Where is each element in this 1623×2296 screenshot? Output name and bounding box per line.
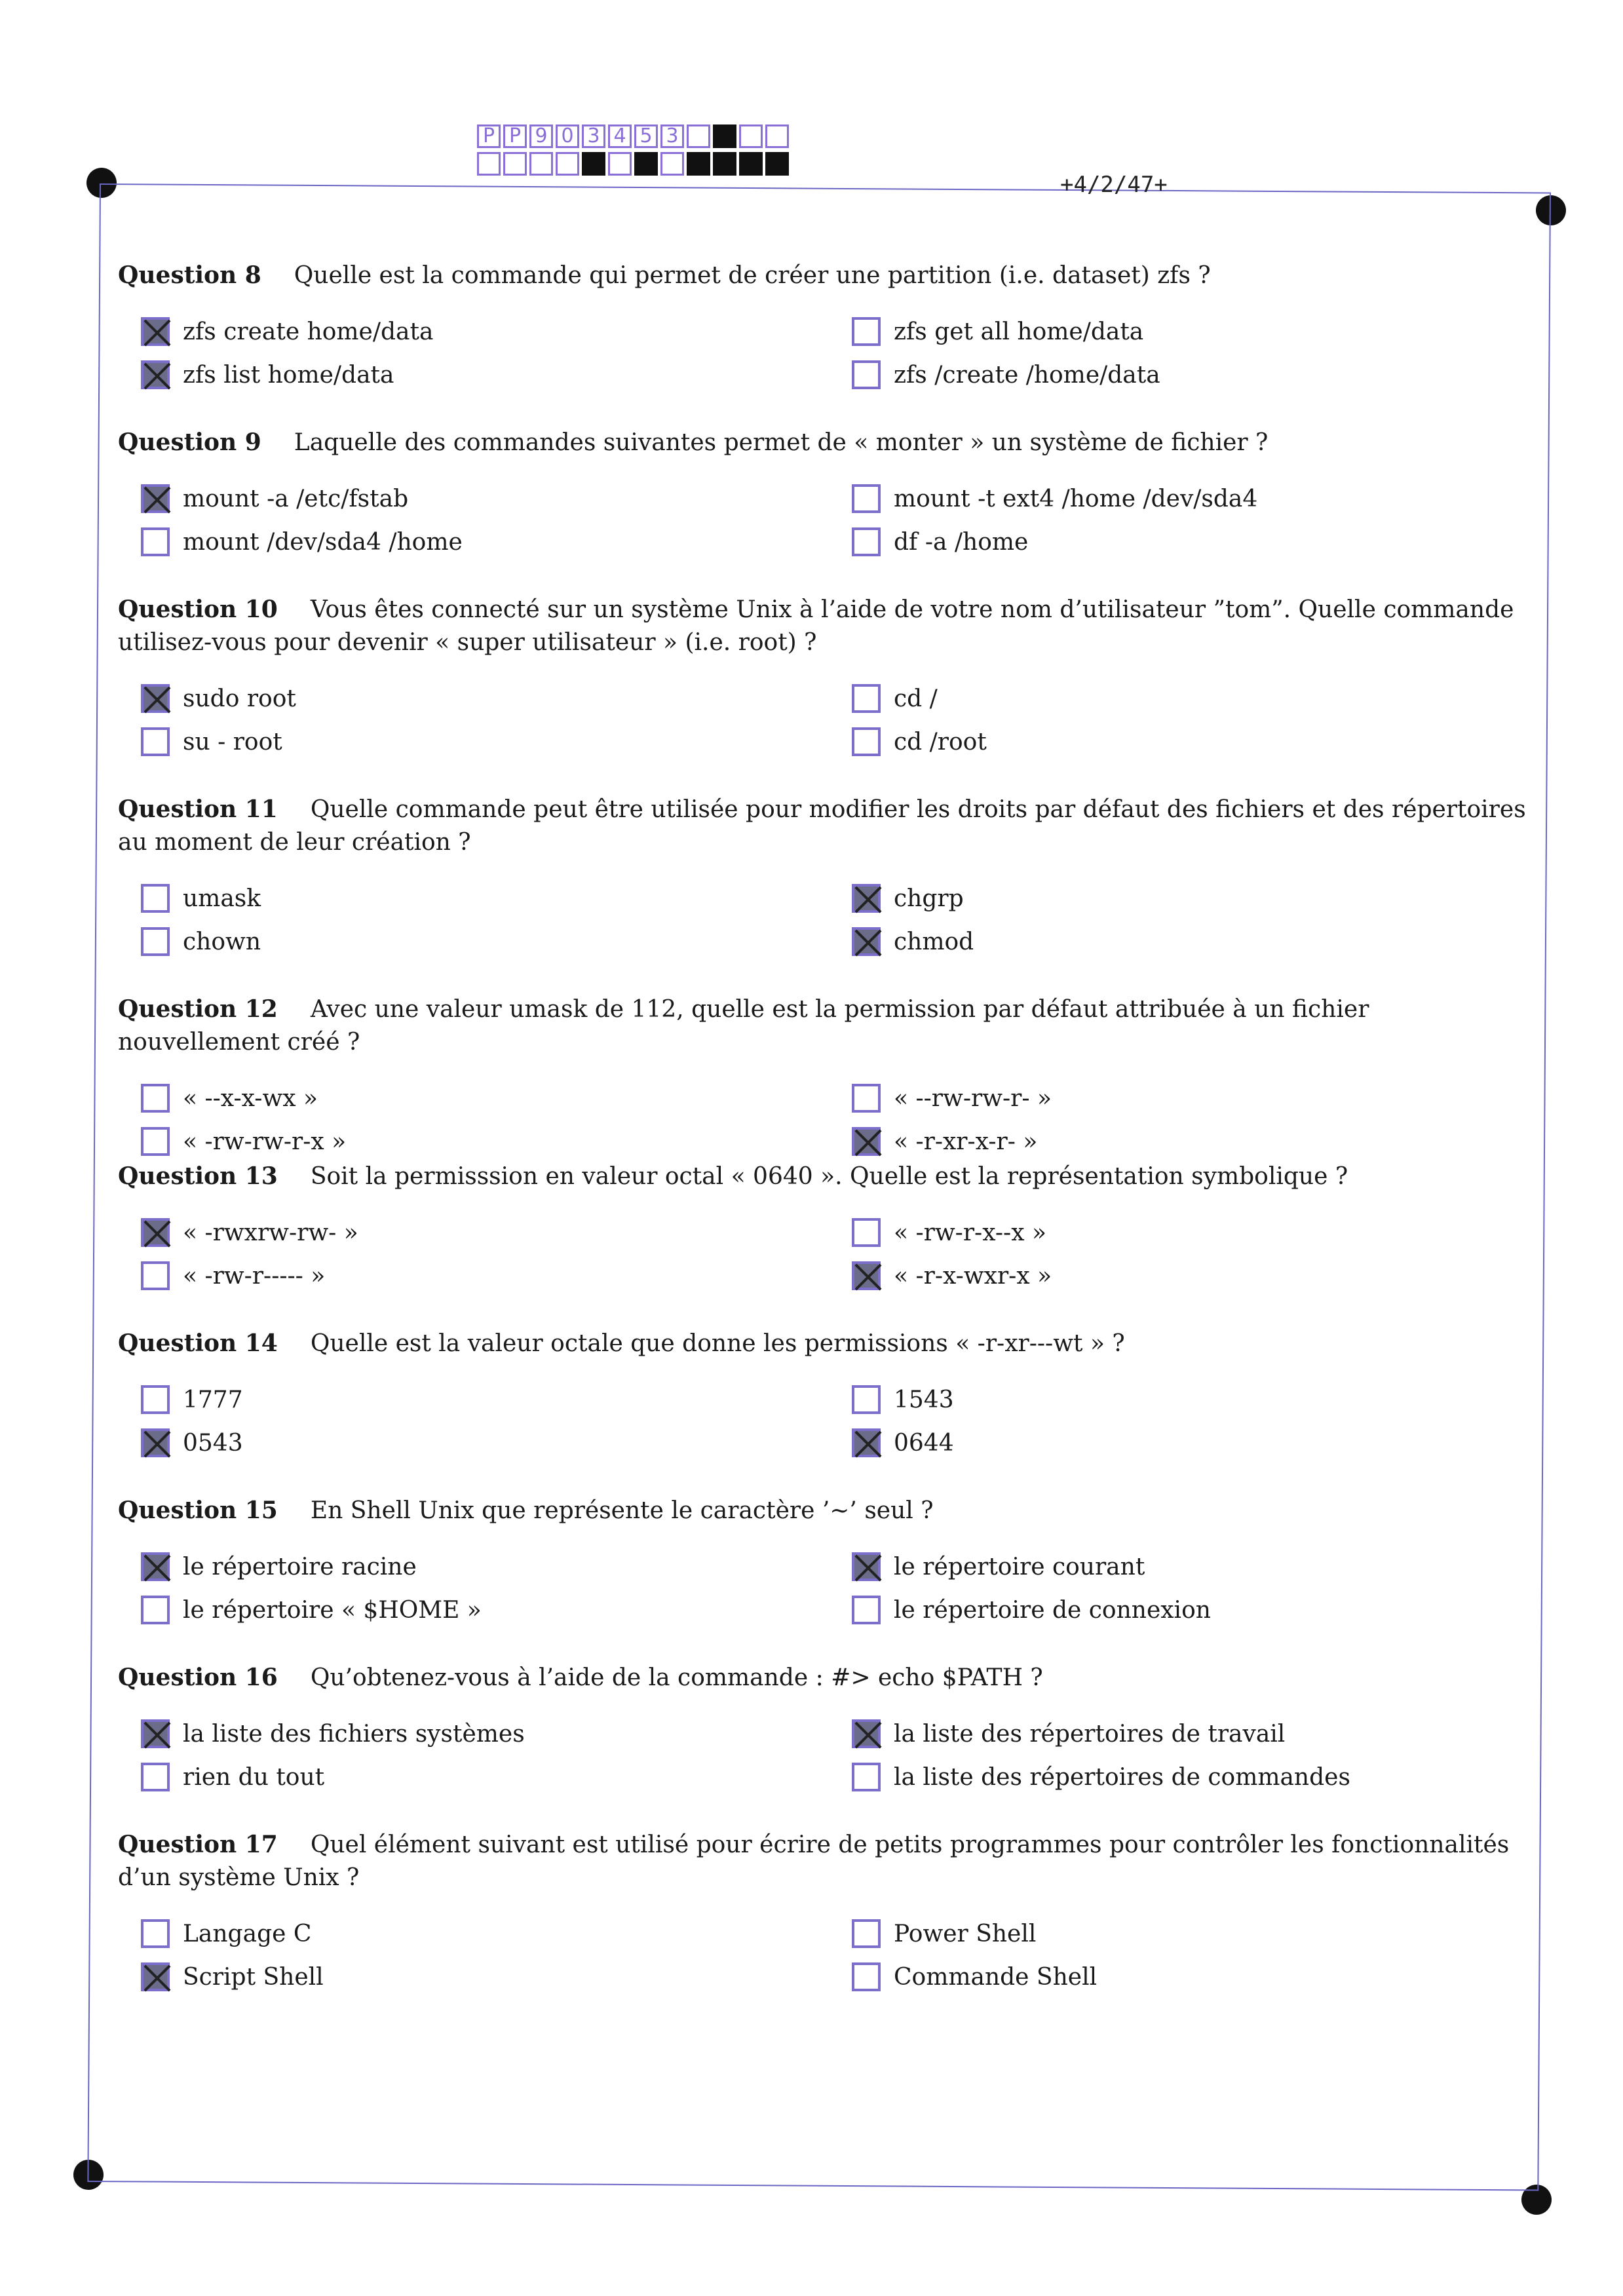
checkbox[interactable] bbox=[852, 1962, 881, 1991]
answer-option[interactable] bbox=[141, 1590, 482, 1630]
answer-option[interactable] bbox=[852, 1256, 1052, 1295]
checkbox[interactable] bbox=[141, 1596, 170, 1624]
code-cell: 0 bbox=[556, 124, 579, 148]
question-text: En Shell Unix que représente le caractère ’∼’ seul ? bbox=[310, 1497, 934, 1524]
code-cell bbox=[687, 124, 710, 148]
code-cell-filled bbox=[765, 152, 789, 176]
answer-options bbox=[118, 312, 1533, 410]
code-cell: 3 bbox=[582, 124, 605, 148]
code-cell-filled bbox=[582, 152, 605, 176]
answer-option[interactable] bbox=[141, 1256, 325, 1295]
answer-option-label: la liste des fichiers systèmes bbox=[183, 1720, 525, 1748]
checkbox[interactable] bbox=[141, 1127, 170, 1156]
question-number: Question 9 bbox=[118, 429, 261, 456]
answer-option[interactable] bbox=[141, 479, 408, 518]
answer-options bbox=[118, 479, 1533, 577]
question-text: Vous êtes connecté sur un système Unix à l’aide de votre nom d’utilisateur ”tom”. Quelle commande utilisez-vous pour devenir « super utilisateur » (i.e. root) ? bbox=[118, 596, 1514, 656]
checkbox-checked[interactable] bbox=[141, 1719, 170, 1748]
answer-option[interactable] bbox=[141, 355, 394, 394]
question-number: Question 10 bbox=[118, 596, 278, 623]
code-cell: 9 bbox=[529, 124, 553, 148]
checkbox-checked[interactable] bbox=[141, 317, 170, 346]
answer-option[interactable] bbox=[852, 522, 1028, 562]
question-text: Avec une valeur umask de 112, quelle est la permission par défaut attribuée à un fichier nouvellement créé ? bbox=[118, 996, 1369, 1056]
question-number: Question 13 bbox=[118, 1162, 278, 1190]
answer-options bbox=[118, 679, 1533, 777]
answer-option-label: 0543 bbox=[183, 1429, 243, 1457]
answer-option-label: le répertoire racine bbox=[183, 1553, 417, 1580]
answer-option-label: cd /root bbox=[894, 728, 987, 756]
question-number: Question 14 bbox=[118, 1330, 278, 1357]
question-block bbox=[118, 593, 1533, 777]
answer-option[interactable] bbox=[852, 1213, 1046, 1252]
answer-options bbox=[118, 1213, 1533, 1311]
checkbox[interactable] bbox=[141, 527, 170, 556]
answer-option-label: 0644 bbox=[894, 1429, 954, 1457]
answer-options bbox=[118, 1914, 1533, 2012]
answer-option[interactable] bbox=[141, 1957, 324, 1997]
checkbox[interactable] bbox=[852, 1218, 881, 1247]
question-header bbox=[118, 259, 1533, 292]
question-block bbox=[118, 1494, 1533, 1645]
answer-option[interactable] bbox=[141, 1757, 324, 1797]
code-cell: P bbox=[477, 124, 501, 148]
answer-option[interactable] bbox=[852, 1547, 1145, 1586]
checkbox[interactable] bbox=[141, 1084, 170, 1113]
answer-option[interactable] bbox=[852, 879, 964, 918]
question-number: Question 12 bbox=[118, 995, 278, 1023]
code-cell bbox=[503, 152, 527, 176]
question-block bbox=[118, 993, 1533, 1177]
checkbox[interactable] bbox=[852, 360, 881, 389]
code-cell bbox=[608, 152, 632, 176]
code-cell: 5 bbox=[634, 124, 658, 148]
answer-option-label: umask bbox=[183, 885, 261, 912]
answer-option[interactable] bbox=[852, 312, 1143, 351]
answer-option-label: zfs get all home/data bbox=[894, 318, 1144, 345]
answer-option-label: Langage C bbox=[183, 1920, 312, 1947]
answer-option-label: le répertoire courant bbox=[894, 1553, 1145, 1580]
code-cell bbox=[529, 152, 553, 176]
checkbox-checked[interactable] bbox=[141, 684, 170, 713]
answer-options bbox=[118, 1380, 1533, 1478]
question-block bbox=[118, 259, 1533, 410]
answer-option[interactable] bbox=[141, 312, 433, 351]
answer-option-label: mount -a /etc/fstab bbox=[183, 485, 409, 512]
answer-option-label: df -a /home bbox=[894, 528, 1029, 556]
question-block bbox=[118, 793, 1533, 977]
checkbox[interactable] bbox=[852, 684, 881, 713]
answer-option[interactable] bbox=[852, 355, 1160, 394]
answer-option-label: « --x-x-wx » bbox=[183, 1084, 318, 1112]
checkbox-checked[interactable] bbox=[852, 1552, 881, 1581]
checkbox-checked[interactable] bbox=[852, 1127, 881, 1156]
answer-option[interactable] bbox=[141, 1423, 243, 1463]
answer-option[interactable] bbox=[141, 922, 261, 961]
answer-option-label: su - root bbox=[183, 728, 282, 756]
answer-option-label: chmod bbox=[894, 928, 974, 955]
question-header bbox=[118, 1661, 1533, 1694]
question-header bbox=[118, 1327, 1533, 1360]
checkbox[interactable] bbox=[852, 1763, 881, 1791]
checkbox-checked[interactable] bbox=[141, 1552, 170, 1581]
question-header bbox=[118, 426, 1533, 459]
answer-option[interactable] bbox=[141, 879, 261, 918]
question-number: Question 11 bbox=[118, 795, 278, 823]
question-text: Laquelle des commandes suivantes permet de « monter » un système de fichier ? bbox=[294, 429, 1269, 456]
checkbox-checked[interactable] bbox=[852, 884, 881, 913]
answer-option[interactable] bbox=[852, 1757, 1350, 1797]
answer-option[interactable] bbox=[141, 1714, 525, 1753]
answer-options bbox=[118, 879, 1533, 977]
answer-option[interactable] bbox=[852, 922, 974, 961]
answer-option-label: « -r-xr-x-r- » bbox=[894, 1128, 1038, 1155]
question-text: Quelle est la valeur octale que donne les permissions « -r-xr---wt » ? bbox=[310, 1330, 1125, 1357]
answer-option[interactable] bbox=[852, 722, 987, 761]
answer-option[interactable] bbox=[852, 1423, 954, 1463]
code-cell bbox=[660, 152, 684, 176]
page-id: +4/2/47+ bbox=[1060, 172, 1168, 198]
answer-option[interactable] bbox=[852, 1380, 954, 1419]
answer-option-label: « -r-x-wxr-x » bbox=[894, 1262, 1052, 1290]
checkbox[interactable] bbox=[141, 884, 170, 913]
checkbox-checked[interactable] bbox=[141, 1218, 170, 1247]
checkbox[interactable] bbox=[141, 1261, 170, 1290]
answer-option[interactable] bbox=[852, 479, 1257, 518]
checkbox-checked[interactable] bbox=[141, 1428, 170, 1457]
checkbox[interactable] bbox=[852, 484, 881, 513]
question-block bbox=[118, 1661, 1533, 1812]
answer-option-label: Script Shell bbox=[183, 1963, 324, 1991]
answer-option[interactable] bbox=[852, 1079, 1052, 1118]
answer-option[interactable] bbox=[852, 1914, 1036, 1953]
question-text: Soit la permisssion en valeur octal « 0640 ». Quelle est la représentation symbolique ? bbox=[310, 1163, 1348, 1190]
answer-option-label: « -rw-r----- » bbox=[183, 1262, 326, 1290]
answer-option-label: le répertoire « $HOME » bbox=[183, 1596, 482, 1624]
answer-option-label: le répertoire de connexion bbox=[894, 1596, 1211, 1624]
question-text: Quel élément suivant est utilisé pour écrire de petits programmes pour contrôler les fonctionnalités d’un système Unix ? bbox=[118, 1831, 1510, 1891]
answer-option[interactable] bbox=[141, 1213, 358, 1252]
question-header bbox=[118, 993, 1533, 1059]
checkbox-checked[interactable] bbox=[852, 927, 881, 956]
question-number: Question 16 bbox=[118, 1664, 278, 1691]
code-cell bbox=[477, 152, 501, 176]
answer-option-label: Commande Shell bbox=[894, 1963, 1098, 1991]
checkbox[interactable] bbox=[141, 1763, 170, 1791]
checkbox[interactable] bbox=[141, 927, 170, 956]
answer-option-label: zfs create home/data bbox=[183, 318, 434, 345]
question-number: Question 8 bbox=[118, 261, 261, 289]
answer-option[interactable] bbox=[141, 722, 282, 761]
question-header bbox=[118, 793, 1533, 859]
answer-option-label: chgrp bbox=[894, 885, 964, 912]
checkbox[interactable] bbox=[141, 1385, 170, 1414]
answer-option-label: la liste des répertoires de commandes bbox=[894, 1763, 1350, 1791]
question-block bbox=[118, 1160, 1533, 1311]
checkbox[interactable] bbox=[141, 1919, 170, 1948]
answer-option[interactable] bbox=[852, 1122, 1037, 1161]
answer-option-label: mount -t ext4 /home /dev/sda4 bbox=[894, 485, 1258, 512]
student-code-grid bbox=[477, 124, 789, 176]
answer-option[interactable] bbox=[141, 1914, 311, 1953]
question-header bbox=[118, 1160, 1533, 1193]
checkbox-checked[interactable] bbox=[852, 1261, 881, 1290]
question-text: Quelle est la commande qui permet de créer une partition (i.e. dataset) zfs ? bbox=[294, 262, 1211, 289]
code-row-binary bbox=[477, 152, 789, 176]
code-cell bbox=[739, 124, 763, 148]
question-number: Question 15 bbox=[118, 1497, 278, 1524]
question-text: Quelle commande peut être utilisée pour modifier les droits par défaut des fichiers et des répertoires au moment de leur création ? bbox=[118, 796, 1526, 856]
checkbox[interactable] bbox=[852, 1596, 881, 1624]
checkbox[interactable] bbox=[852, 727, 881, 756]
answer-option[interactable] bbox=[141, 522, 463, 562]
code-cell-filled bbox=[713, 152, 736, 176]
answer-options bbox=[118, 1547, 1533, 1645]
answer-option[interactable] bbox=[852, 1590, 1211, 1630]
answer-option-label: sudo root bbox=[183, 685, 296, 712]
question-header bbox=[118, 1828, 1533, 1894]
question-block bbox=[118, 426, 1533, 577]
answer-option-label: « -rw-r-x--x » bbox=[894, 1219, 1046, 1246]
answer-option-label: 1543 bbox=[894, 1386, 954, 1413]
answer-option-label: « -rwxrw-rw- » bbox=[183, 1219, 358, 1246]
question-block bbox=[118, 1327, 1533, 1478]
checkbox-checked[interactable] bbox=[141, 360, 170, 389]
code-cell-filled bbox=[687, 152, 710, 176]
answer-option-label: cd / bbox=[894, 685, 938, 712]
checkbox[interactable] bbox=[852, 1385, 881, 1414]
question-header bbox=[118, 1494, 1533, 1527]
question-text: Qu’obtenez-vous à l’aide de la commande : #> echo $PATH ? bbox=[310, 1664, 1043, 1691]
code-cell-filled bbox=[739, 152, 763, 176]
checkbox[interactable] bbox=[852, 317, 881, 346]
answer-option-label: la liste des répertoires de travail bbox=[894, 1720, 1286, 1748]
checkbox[interactable] bbox=[852, 527, 881, 556]
answer-option[interactable] bbox=[141, 1380, 243, 1419]
checkbox-checked[interactable] bbox=[141, 1962, 170, 1991]
answer-option-label: chown bbox=[183, 928, 261, 955]
code-cell-filled bbox=[713, 124, 736, 148]
answer-option[interactable] bbox=[141, 679, 296, 718]
answer-option-label: zfs /create /home/data bbox=[894, 361, 1160, 389]
question-block bbox=[118, 1828, 1533, 2012]
code-cell bbox=[556, 152, 579, 176]
answer-option[interactable] bbox=[852, 1714, 1285, 1753]
answer-option-label: « -rw-rw-r-x » bbox=[183, 1128, 347, 1155]
question-header bbox=[118, 593, 1533, 659]
checkbox[interactable] bbox=[852, 1084, 881, 1113]
checkbox-checked[interactable] bbox=[852, 1719, 881, 1748]
answer-option-label: « --rw-rw-r- » bbox=[894, 1084, 1052, 1112]
code-row-handwritten bbox=[477, 124, 789, 148]
answer-option[interactable] bbox=[852, 679, 938, 718]
answer-option-label: Power Shell bbox=[894, 1920, 1037, 1947]
answer-option[interactable] bbox=[141, 1547, 417, 1586]
code-cell: P bbox=[503, 124, 527, 148]
question-number: Question 17 bbox=[118, 1831, 278, 1858]
code-cell: 4 bbox=[608, 124, 632, 148]
answer-option-label: mount /dev/sda4 /home bbox=[183, 528, 463, 556]
code-cell bbox=[765, 124, 789, 148]
code-cell-filled bbox=[634, 152, 658, 176]
checkbox[interactable] bbox=[852, 1919, 881, 1948]
answer-option[interactable] bbox=[852, 1957, 1097, 1997]
checkbox-checked[interactable] bbox=[141, 484, 170, 513]
answer-options bbox=[118, 1714, 1533, 1812]
code-cell: 3 bbox=[660, 124, 684, 148]
checkbox-checked[interactable] bbox=[852, 1428, 881, 1457]
answer-option[interactable] bbox=[141, 1122, 346, 1161]
checkbox[interactable] bbox=[141, 727, 170, 756]
answer-option-label: 1777 bbox=[183, 1386, 243, 1413]
answer-option-label: zfs list home/data bbox=[183, 361, 394, 389]
answer-option-label: rien du tout bbox=[183, 1763, 325, 1791]
answer-option[interactable] bbox=[141, 1079, 318, 1118]
